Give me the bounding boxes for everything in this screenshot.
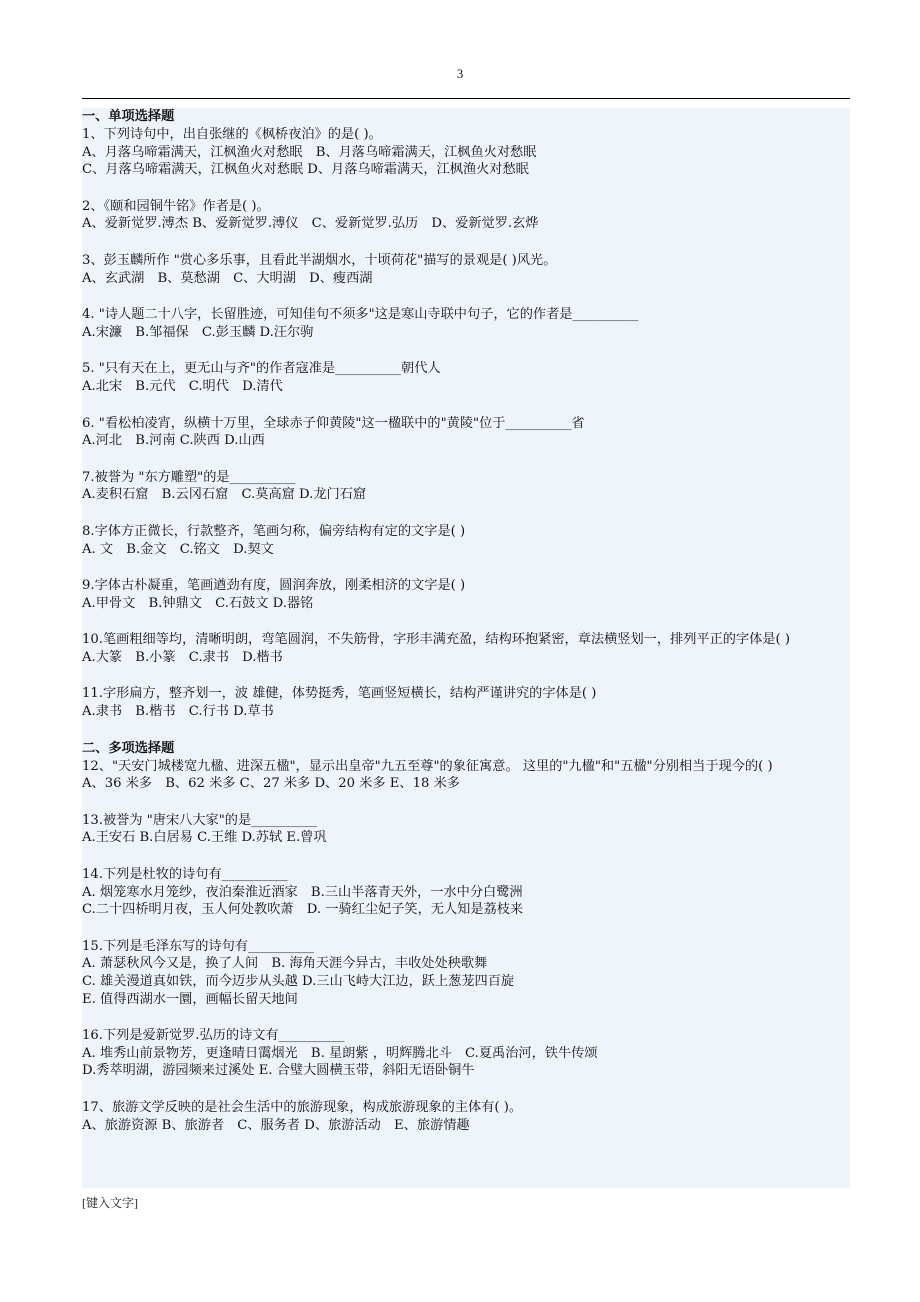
answer-options: D.秀萃明湖，游园频来过溪处 E. 合璧大圆横玉带，斜阳无语卧铜牛 [82, 1063, 475, 1079]
question-text: 7.被誉为 "东方雕塑"的是__________ [82, 469, 296, 485]
question-text: 13.被誉为 "唐宋八大家"的是__________ [82, 812, 318, 828]
spacer [82, 793, 850, 812]
question-text: 6. "看松柏凌宵，纵横十万里，全球赤子仰黄陵"这一楹联中的"黄陵"位于__________省 [82, 415, 585, 431]
page-number: 3 [456, 66, 464, 81]
answer-options: A、玄武湖 B、莫愁湖 C、大明湖 D、瘦西湖 [82, 270, 373, 286]
answer-options: A.河北 B.河南 C.陕西 D.山西 [82, 433, 265, 449]
answer-options: A. 烟笼寒水月笼纱，夜泊秦淮近酒家 B.三山半落青天外，一水中分白鹭洲 [82, 884, 523, 900]
section-title: 二、多项选择题 [82, 740, 175, 756]
question-item [82, 866, 850, 919]
question-item [82, 1027, 850, 1080]
question-text: 14.下列是杜牧的诗句有__________ [82, 867, 288, 883]
question-text: 17、旅游文学反映的是社会生活中的旅游现象，构成旅游现象的主体有( )。 [82, 1099, 523, 1115]
question-item [82, 631, 850, 666]
question-item [82, 252, 850, 287]
spacer [82, 450, 850, 469]
spacer [82, 666, 850, 685]
answer-options: A.麦积石窟 B.云冈石窟 C.莫高窟 D.龙门石窟 [82, 487, 367, 503]
answer-options: A、旅游资源 B、旅游者 C、服务者 D、旅游活动 E、旅游情趣 [82, 1117, 470, 1133]
question-text: 15.下列是毛泽东写的诗句有__________ [82, 938, 314, 954]
question-item [82, 812, 850, 847]
question-item [82, 685, 850, 720]
spacer [82, 287, 850, 306]
answer-options: A.王安石 B.白居易 C.王维 D.苏轼 E.曾巩 [82, 830, 327, 846]
question-item [82, 577, 850, 612]
spacer [82, 612, 850, 631]
question-item [82, 938, 850, 1008]
answer-options: A.北宋 B.元代 C.明代 D.清代 [82, 378, 283, 394]
question-text: 8.字体方正微长，行款整齐，笔画匀称，偏旁结构有定的文字是( ) [82, 523, 466, 539]
question-text: 9.字体古朴凝重，笔画遒劲有度，圆润奔放，刚柔相济的文字是( ) [82, 578, 466, 594]
section-title: 一、单项选择题 [82, 109, 175, 124]
spacer [82, 179, 850, 198]
answer-options: A. 文 B.金文 C.铭文 D.契文 [82, 541, 274, 557]
spacer [82, 1080, 850, 1099]
question-item [82, 126, 850, 179]
footer-label: [键入文字] [82, 1196, 138, 1210]
answer-options: C. 雄关漫道真如铁，而今迈步从头越 D.三山飞峙大江边，跃上葱茏四百旋 [82, 974, 515, 989]
question-text: 12、"天安门城楼宽九楹、进深五楹"，显示出皇帝"九五至尊"的象征寓意。 这里的"九楹"和"五楹"分别相当于现今的( ) [82, 758, 773, 774]
spacer [82, 341, 850, 360]
question-text: 5. "只有天在上，更无山与齐"的作者寇准是__________朝代人 [82, 361, 441, 377]
header-rule [82, 98, 850, 99]
document-body [82, 108, 850, 1188]
spacer [82, 1008, 850, 1027]
answer-options: A、月落乌啼霜满天，江枫渔火对愁眠 B、月落乌啼霜满天，江枫鱼火对愁眠 [82, 144, 537, 160]
question-item [82, 415, 850, 450]
spacer [82, 233, 850, 252]
question-text: 10.笔画粗细等均，清晰明朗，弯笔圆润，不失筋骨，字形丰满充盈，结构环抱紧密，章法横竖划一，排列平正的字体是( ) [82, 632, 791, 648]
answer-options: A.甲骨文 B.钟鼎文 C.石鼓文 D.器铭 [82, 595, 314, 611]
spacer [82, 558, 850, 577]
answer-options: E. 值得西湖水一圜，画幅长留天地间 [82, 991, 298, 1007]
question-text: 2、《颐和园铜牛铭》作者是( )。 [82, 198, 270, 214]
question-text: 11.字形扁方，整齐划一，波 雄健，体势挺秀，笔画竖短横长，结构严谨讲究的字体是( ) [82, 686, 597, 702]
spacer [82, 919, 850, 938]
question-text: 1、下列诗句中，出自张继的《枫桥夜泊》的是( )。 [82, 127, 382, 142]
spacer [82, 847, 850, 866]
answer-options: A. 萧瑟秋风今又是，换了人间 B. 海角天涯今异古，丰收处处秧歌舞 [82, 956, 488, 972]
answer-options: A、36 米多 B、62 米多 C、27 米多 D、20 米多 E、18 米多 [82, 776, 460, 792]
spacer [82, 504, 850, 523]
answer-options: A、爱新觉罗.溥杰 B、爱新觉罗.溥仪 C、爱新觉罗.弘历 D、爱新觉罗.玄烨 [82, 216, 539, 232]
spacer [82, 396, 850, 415]
section [82, 740, 850, 1135]
answer-options: A. 堆秀山前景物芳，更逢晴日霭烟光 B. 星朗紫 ，明辉腾北斗 C.夏禹治河，铁牛传颂 [82, 1045, 598, 1061]
question-text: 16.下列是爱新觉罗.弘历的诗文有__________ [82, 1028, 345, 1044]
answer-options: A.大篆 B.小篆 C.隶书 D.楷书 [82, 649, 283, 665]
answer-options: A.宋濂 B.邹福保 C.彭玉麟 D.汪尔驹 [82, 324, 314, 340]
answer-options: A.隶书 B.楷书 C.行书 D.草书 [82, 704, 274, 720]
question-item [82, 360, 850, 395]
question-text: 3、彭玉麟所作 "赏心多乐事，且看此半湖烟水，十顷荷花"描写的景观是( )风光。 [82, 252, 557, 268]
question-text: 4. "诗人题二十八字，长留胜迹，可知佳句不须多"这是寒山寺联中句子，它的作者是__________ [82, 307, 639, 323]
question-item [82, 1099, 850, 1134]
answer-options: C、月落乌啼霜满天，江枫鱼火对愁眠 D、月落乌啼霜满天，江枫渔火对愁眠 [82, 162, 529, 178]
question-item [82, 198, 850, 233]
question-item [82, 306, 850, 341]
section [82, 108, 850, 740]
question-item [82, 469, 850, 504]
question-item [82, 523, 850, 558]
question-item [82, 758, 850, 793]
answer-options: C.二十四桥明月夜，玉人何处教吹萧 D. 一骑红尘妃子笑，无人知是荔枝来 [82, 902, 524, 918]
spacer [82, 721, 850, 740]
